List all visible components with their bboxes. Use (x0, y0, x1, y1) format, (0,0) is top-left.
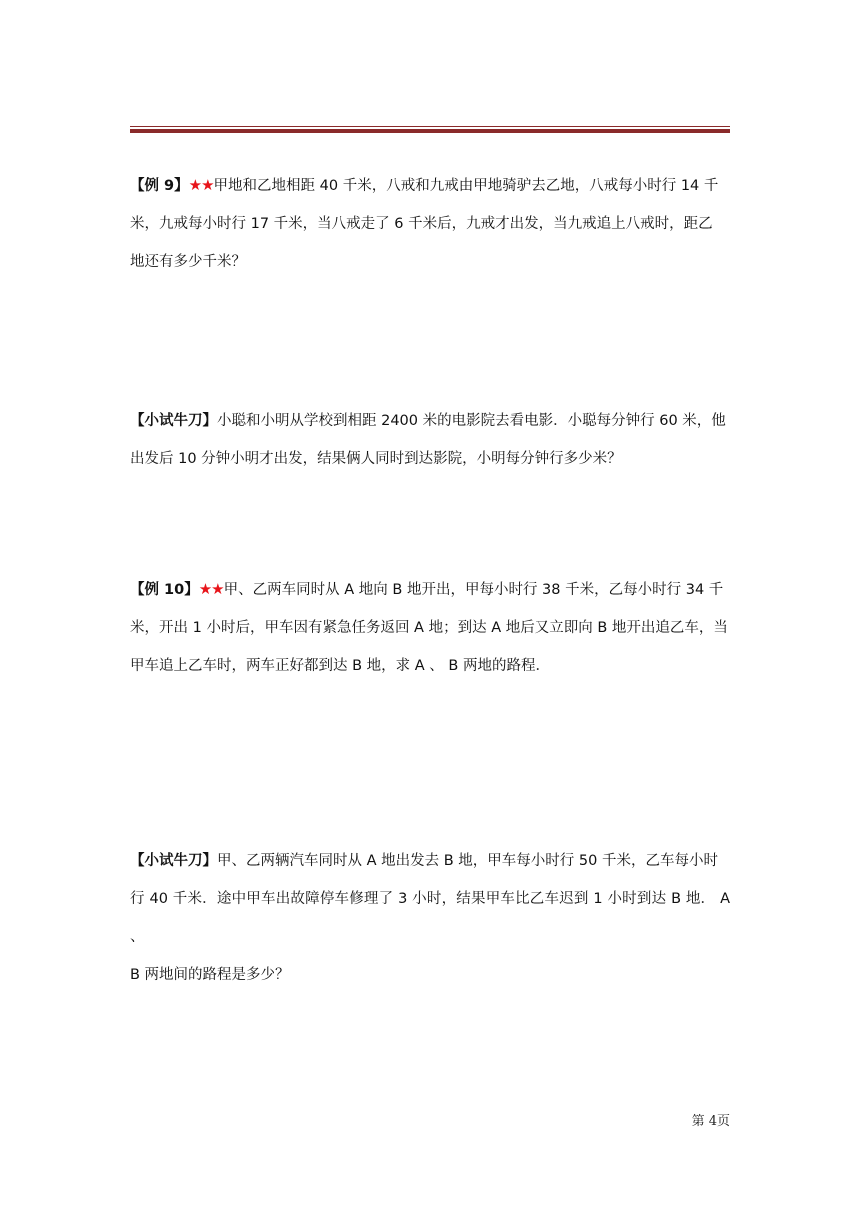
problem-tag: 【例 10】 (130, 582, 199, 598)
problem-text-line: 小聪和小明从学校到相距 2400 米的电影院去看电影．小聪每分钟行 60 米，他 (217, 413, 726, 429)
problem-text-line: 甲、乙两车同时从 A 地向 B 地开出，甲每小时行 38 千米，乙每小时行 34 千 (223, 582, 724, 598)
difficulty-stars-icon: ★★ (198, 580, 224, 598)
problem-tag: 【小试牛刀】 (130, 413, 217, 429)
problem-text-line: 出发后 10 分钟小明才出发，结果俩人同时到达影院，小明每分钟行多少米？ (130, 451, 622, 467)
problem-tag: 【例 9】 (130, 178, 189, 194)
problem-text-line: 甲地和乙地相距 40 千米，八戒和九戒由甲地骑驴去乙地，八戒每小时行 14 千 (213, 178, 719, 194)
page-number: 第 4页 (691, 1114, 730, 1129)
problem-text-line: 米，开出 1 小时后，甲车因有紧急任务返回 A 地；到达 A 地后又立即向 B 地开出追乙车，当 (130, 620, 728, 636)
problem-text-line: 甲车追上乙车时，两车正好都到达 B 地，求 A 、 B 两地的路程． (130, 658, 550, 674)
problem-try-it-2 (130, 842, 730, 994)
problem-text-line: 米，九戒每小时行 17 千米，当八戒走了 6 千米后，九戒才出发，当九戒追上八戒时，距乙 (130, 216, 713, 232)
problem-try-it-1 (130, 402, 730, 478)
problem-text-line: 行 40 千米．途中甲车出故障停车修理了 3 小时，结果甲车比乙车迟到 1 小时到达 B 地． A 、 (130, 891, 730, 945)
difficulty-stars-icon: ★★ (188, 176, 214, 194)
header-rule (130, 126, 730, 133)
problem-text-line: 地还有多少千米？ (130, 254, 246, 270)
problem-text-line: B 两地间的路程是多少？ (130, 967, 290, 983)
problem-example-10 (130, 570, 730, 685)
problem-tag: 【小试牛刀】 (130, 853, 217, 869)
problem-text-line: 甲、乙两辆汽车同时从 A 地出发去 B 地，甲车每小时行 50 千米，乙车每小时 (217, 853, 718, 869)
problem-example-9 (130, 166, 730, 281)
